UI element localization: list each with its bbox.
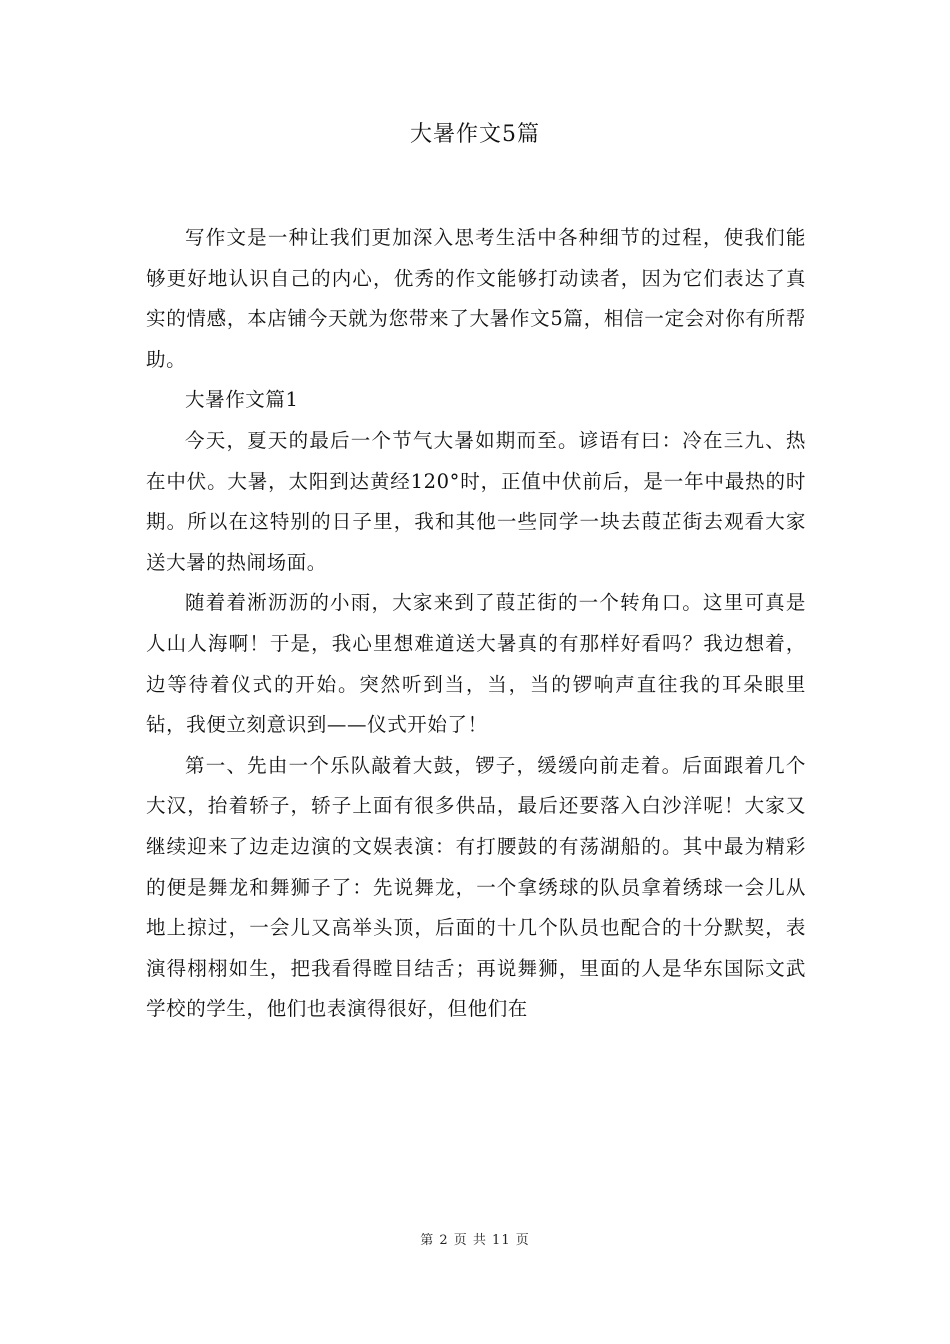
section-heading: 大暑作文篇1 xyxy=(185,388,299,412)
document-title: 大暑作文5篇 xyxy=(410,122,540,147)
paragraph-1: 今天，夏天的最后一个节气大暑如期而至。谚语有曰：冷在三九、热在中伏。大暑，太阳到达黄经120°时，正值中伏前后，是一年中最热的时期。所以在这特别的日子里，我和其他一些同学一块去葭芷街去观看大家送大暑的热闹场面。 xyxy=(146,428,806,574)
paragraph-intro: 写作文是一种让我们更加深入思考生活中各种细节的过程，使我们能够更好地认识自己的内心，优秀的作文能够打动读者，因为它们表达了真实的情感，本店铺今天就为您带来了大暑作文5篇，相信一定会对你有所帮助。 xyxy=(146,226,806,371)
page-number-footer: 第 2 页 共 11 页 xyxy=(420,1233,530,1248)
paragraph-3: 第一、先由一个乐队敲着大鼓，锣子，缓缓向前走着。后面跟着几个大汉，抬着轿子，轿子上面有很多供品，最后还要落入白沙洋呢！大家又继续迎来了边走边演的文娱表演：有打腰鼓的有荡湖船的。其中最为精彩的便是舞龙和舞狮子了：先说舞龙，一个拿绣球的队员拿着绣球一会儿从地上掠过，一会儿又高举头顶，后面的十几个队员也配合的十分默契，表演得栩栩如生，把我看得瞠目结舌；再说舞狮，里面的人是华东国际文武学校的学生，他们也表演得很好，但他们在 xyxy=(146,753,806,1021)
paragraph-2: 随着着淅沥沥的小雨，大家来到了葭芷街的一个转角口。这里可真是人山人海啊！于是，我心里想难道送大暑真的有那样好看吗？我边想着，边等待着仪式的开始。突然听到当，当，当的锣响声直往我的耳朵眼里钻，我便立刻意识到——仪式开始了！ xyxy=(146,591,806,737)
document-body xyxy=(146,218,806,1030)
